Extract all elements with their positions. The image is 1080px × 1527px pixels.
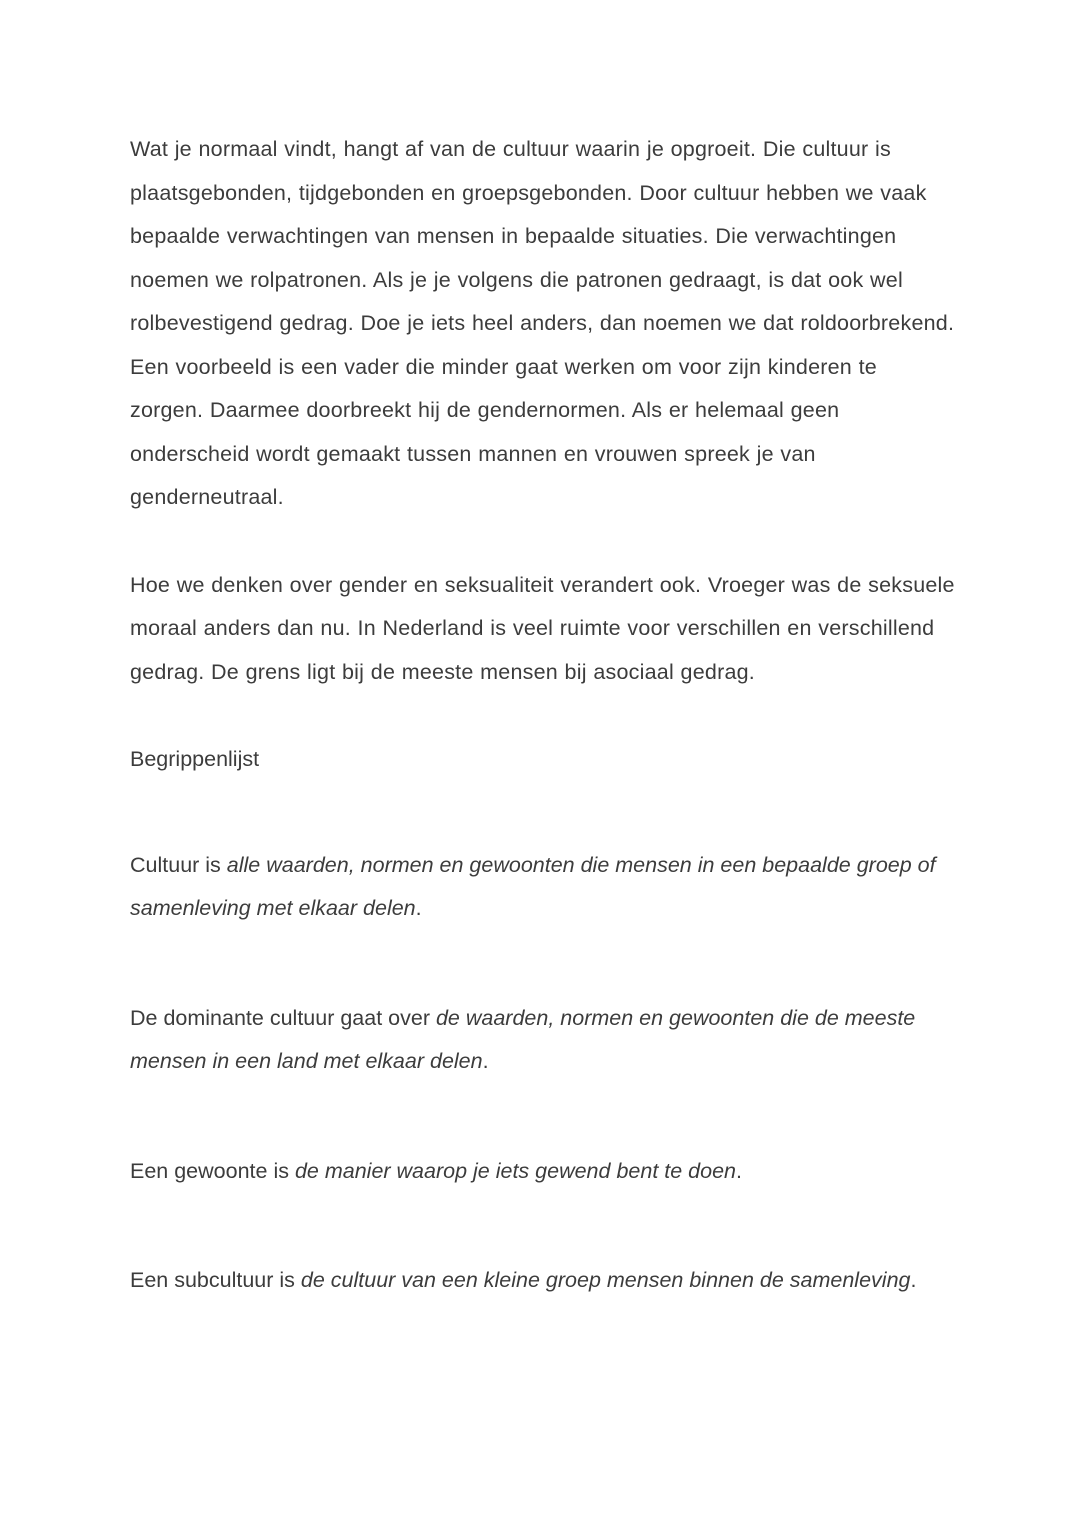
glossary-heading-spacer bbox=[130, 782, 955, 844]
glossary-entry-spacer bbox=[130, 1193, 955, 1259]
glossary-entry-dominante-cultuur bbox=[130, 997, 955, 1084]
paragraph-spacer bbox=[130, 520, 955, 564]
glossary-term-gewoonte: Een gewoonte is bbox=[130, 1158, 295, 1183]
glossary-term-cultuur: Cultuur is bbox=[130, 852, 227, 877]
glossary-stop-cultuur: . bbox=[415, 896, 422, 920]
glossary-term-subcultuur: Een subcultuur is bbox=[130, 1268, 301, 1292]
glossary-spacer bbox=[130, 694, 955, 738]
glossary-meaning-cultuur: alle waarden, normen en gewoonten die mensen in een bepaalde groep of samenleving met elkaar delen bbox=[130, 852, 936, 920]
glossary-term-dominante-cultuur: De dominante cultuur gaat over bbox=[130, 1005, 436, 1030]
glossary-stop-subcultuur: . bbox=[910, 1268, 917, 1292]
glossary-entry-spacer bbox=[130, 931, 955, 997]
glossary-meaning-subcultuur: de cultuur van een kleine groep mensen binnen de samenleving bbox=[300, 1268, 911, 1292]
glossary-stop-gewoonte: . bbox=[736, 1158, 742, 1183]
glossary-entry-spacer bbox=[130, 1084, 955, 1150]
document-body bbox=[130, 128, 955, 1303]
glossary-entry-gewoonte bbox=[130, 1150, 955, 1194]
paragraph-culture: Wat je normaal vindt, hangt af van de cultuur waarin je opgroeit. Die cultuur is plaatsgebonden, tijdgebonden en groepsgebonden. Door cultuur hebben we vaak bepaalde verwachtingen van mensen in bepaalde situaties. Die verwachtingen noemen we rolpatronen. Als je je volgens die patronen gedraagt, is dat ook wel rolbevestigend gedrag. Doe je iets heel anders, dan noemen we dat roldoorbrekend. Een voorbeeld is een vader die minder gaat werken om voor zijn kinderen te zorgen. Daarmee doorbreekt hij de gendernormen. Als er helemaal geen onderscheid wordt gemaakt tussen mannen en vrouwen spreek je van genderneutraal. bbox=[130, 137, 955, 509]
glossary-entry-cultuur bbox=[130, 844, 955, 931]
glossary-entry-subcultuur bbox=[130, 1259, 955, 1303]
glossary-meaning-dominante-cultuur: de waarden, normen en gewoonten die de meeste mensen in een land met elkaar delen bbox=[130, 1005, 916, 1073]
glossary-heading: Begrippenlijst bbox=[130, 747, 260, 771]
paragraph-gender: Hoe we denken over gender en seksualiteit verandert ook. Vroeger was de seksuele moraal anders dan nu. In Nederland is veel ruimte voor verschillen en verschillend gedrag. De grens ligt bij de meeste mensen bij asociaal gedrag. bbox=[130, 572, 955, 684]
glossary-stop-dominante-cultuur: . bbox=[482, 1049, 489, 1073]
glossary-meaning-gewoonte: de manier waarop je iets gewend bent te doen bbox=[294, 1158, 736, 1183]
